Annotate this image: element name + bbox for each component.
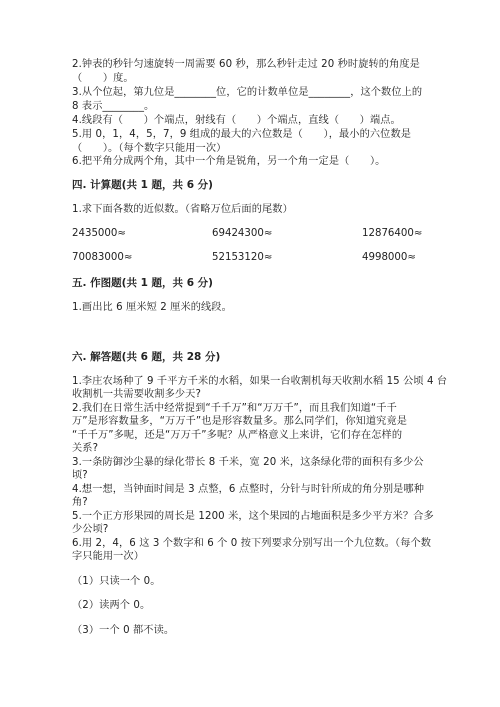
approximation-item: 70083000≈ <box>72 252 133 263</box>
question-line: 收割机一共需要收割多少天? <box>72 389 201 400</box>
question-line: 1.李庄农场种了 9 千平方千米的水稻，如果一台收割机每天收割水稻 15 公顷 4 台 <box>72 376 448 387</box>
question-line: 6.把平角分成两个角，其中一个角是锐角，另一个角一定是（ ）。 <box>72 156 386 167</box>
approximation-item: 4998000≈ <box>362 252 416 263</box>
question-line: 1.求下面各数的近似数。（省略万位后面的尾数） <box>72 204 293 215</box>
sub-item: （1）只读一个 0。 <box>72 576 161 587</box>
question-line: 4.线段有（ ）个端点，射线有（ ）个端点，直线（ ）端点。 <box>72 115 401 126</box>
question-line: （ ）度。 <box>72 73 134 84</box>
question-line: 5.用 0，1，4，5，7，9 组成的最大的六位数是（ ），最小的六位数是 <box>72 129 412 140</box>
question-line: 4.想一想，当钟面时间是 3 点整，6 点整时，分针与时针所成的角分别是哪种 <box>72 484 425 495</box>
question-line: “千千万”多呢，还是“万万千”多呢？从严格意义上来讲，它们存在怎样的 <box>72 430 403 441</box>
question-line: 6.用 2，4，6 这 3 个数字和 6 个 0 按下列要求分别写出一个九位数。（每个数 <box>72 538 432 549</box>
approximation-item: 12876400≈ <box>362 228 423 239</box>
sub-item: （3）一个 0 都不读。 <box>72 625 175 636</box>
question-line: 字只能用一次） <box>72 551 145 562</box>
question-line: 5.一个正方形果园的周长是 1200 米，这个果园的占地面积是多少平方米？合多 <box>72 511 434 522</box>
question-line: （ ）。（每个数字只能用一次） <box>72 143 227 154</box>
section-heading-calculation: 四. 计算题(共 1 题，共 6 分) <box>72 179 213 191</box>
question-line: 角? <box>72 497 88 508</box>
approximation-item: 2435000≈ <box>72 228 126 239</box>
question-line: 1.画出比 6 厘米短 2 厘米的线段。 <box>72 302 232 313</box>
section-heading-drawing: 五. 作图题(共 1 题，共 6 分) <box>72 277 213 289</box>
question-line: 关系? <box>72 443 99 454</box>
approximation-item: 69424300≈ <box>212 228 273 239</box>
approximation-item: 52153120≈ <box>212 252 273 263</box>
question-line: 万”是形容数量多，“万万千”也是形容数量多。那么同学们，你知道究竟是 <box>72 416 408 427</box>
sub-item: （2）读两个 0。 <box>72 600 151 611</box>
question-line: 2.钟表的秒针匀速旋转一周需要 60 秒，那么秒针走过 20 秒时旋转的角度是 <box>72 59 420 70</box>
question-line: 少公顷? <box>72 524 109 535</box>
question-line: 3.一条防御沙尘暴的绿化带长 8 千米，宽 20 米，这条绿化带的面积有多少公 <box>72 457 424 468</box>
question-line: 8 表示________。 <box>72 101 155 112</box>
question-line: 顷? <box>72 470 88 481</box>
question-line: 2.我们在日常生活中经常提到“千千万”和“万万千”，而且我们知道“千千 <box>72 403 397 414</box>
section-heading-word-problems: 六. 解答题(共 6 题，共 28 分) <box>72 351 221 363</box>
question-line: 3.从个位起，第九位是________位，它的计数单位是________，这个数位上的 <box>72 87 423 98</box>
